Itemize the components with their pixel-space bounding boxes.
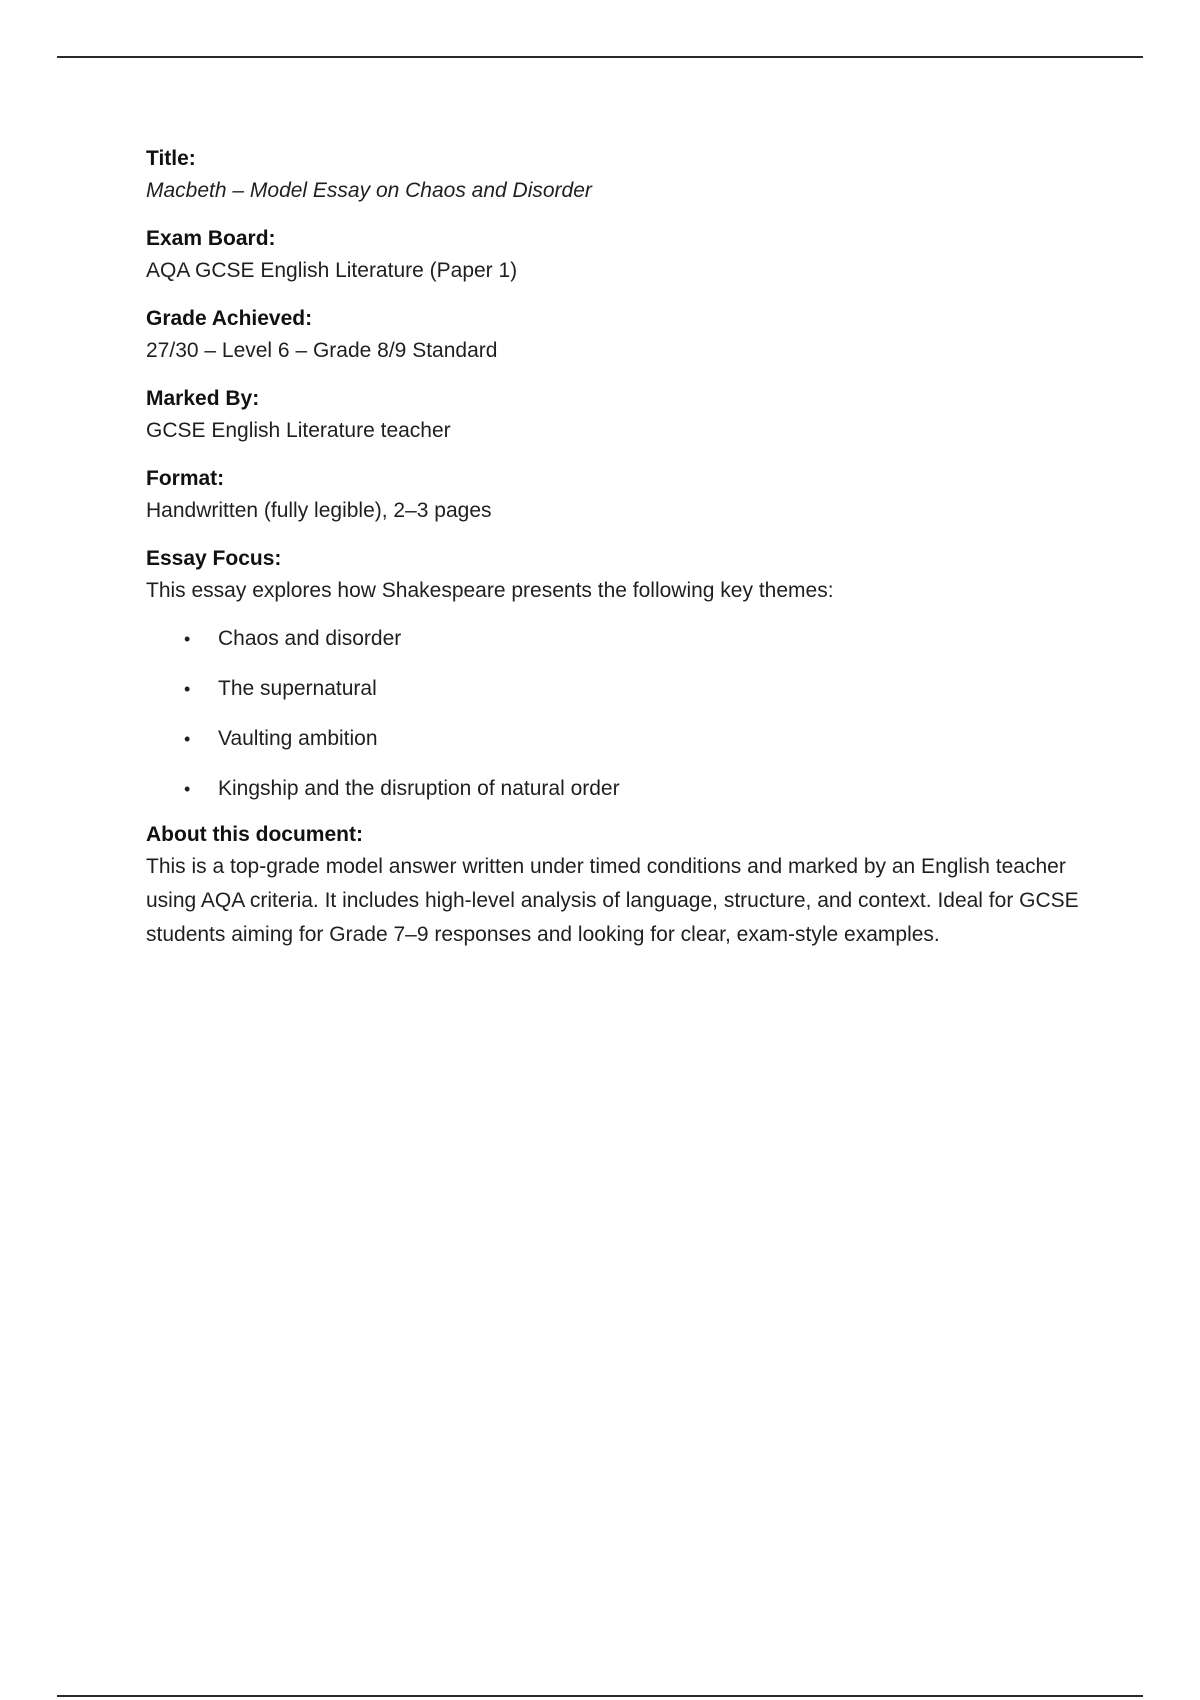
list-item (146, 672, 1086, 706)
essay-focus-section (146, 544, 1086, 806)
footer-divider (57, 1695, 1143, 1697)
bullet-icon: • (184, 679, 191, 699)
format-section (146, 464, 1086, 528)
exam-board-section (146, 224, 1086, 288)
bullet-icon: • (184, 629, 191, 649)
exam-board-label: Exam Board: (146, 227, 276, 250)
about-section (146, 820, 1086, 952)
essay-focus-intro: This essay explores how Shakespeare presents the following key themes: (146, 579, 834, 602)
about-label: About this document: (146, 823, 363, 846)
format-value: Handwritten (fully legible), 2–3 pages (146, 499, 492, 522)
exam-board-value: AQA GCSE English Literature (Paper 1) (146, 259, 518, 282)
about-text: This is a top-grade model answer written under timed conditions and marked by an English teacher using AQA criteria. It includes high-level analysis of language, structure, and context. Ideal for GCSE students aiming for Grade 7–9 responses and looking for clear, exam-style examples. (146, 855, 1079, 946)
list-item (146, 772, 1086, 806)
title-label: Title: (146, 147, 196, 170)
grade-section (146, 304, 1086, 368)
marked-by-label: Marked By: (146, 387, 260, 410)
list-item (146, 622, 1086, 656)
theme-text: Vaulting ambition (218, 727, 378, 750)
bullet-icon: • (184, 729, 191, 749)
bullet-icon: • (184, 779, 191, 799)
theme-text: Kingship and the disruption of natural order (218, 777, 620, 800)
theme-text: The supernatural (218, 677, 377, 700)
list-item (146, 722, 1086, 756)
essay-focus-label: Essay Focus: (146, 547, 282, 570)
document-body (146, 144, 1086, 952)
marked-by-value: GCSE English Literature teacher (146, 419, 451, 442)
theme-text: Chaos and disorder (218, 627, 402, 650)
grade-label: Grade Achieved: (146, 307, 313, 330)
title-section (146, 144, 1086, 208)
title-value: Macbeth – Model Essay on Chaos and Disorder (146, 179, 592, 202)
grade-value: 27/30 – Level 6 – Grade 8/9 Standard (146, 339, 498, 362)
format-label: Format: (146, 467, 225, 490)
header-divider (57, 56, 1143, 58)
themes-list (146, 622, 1086, 806)
marked-by-section (146, 384, 1086, 448)
